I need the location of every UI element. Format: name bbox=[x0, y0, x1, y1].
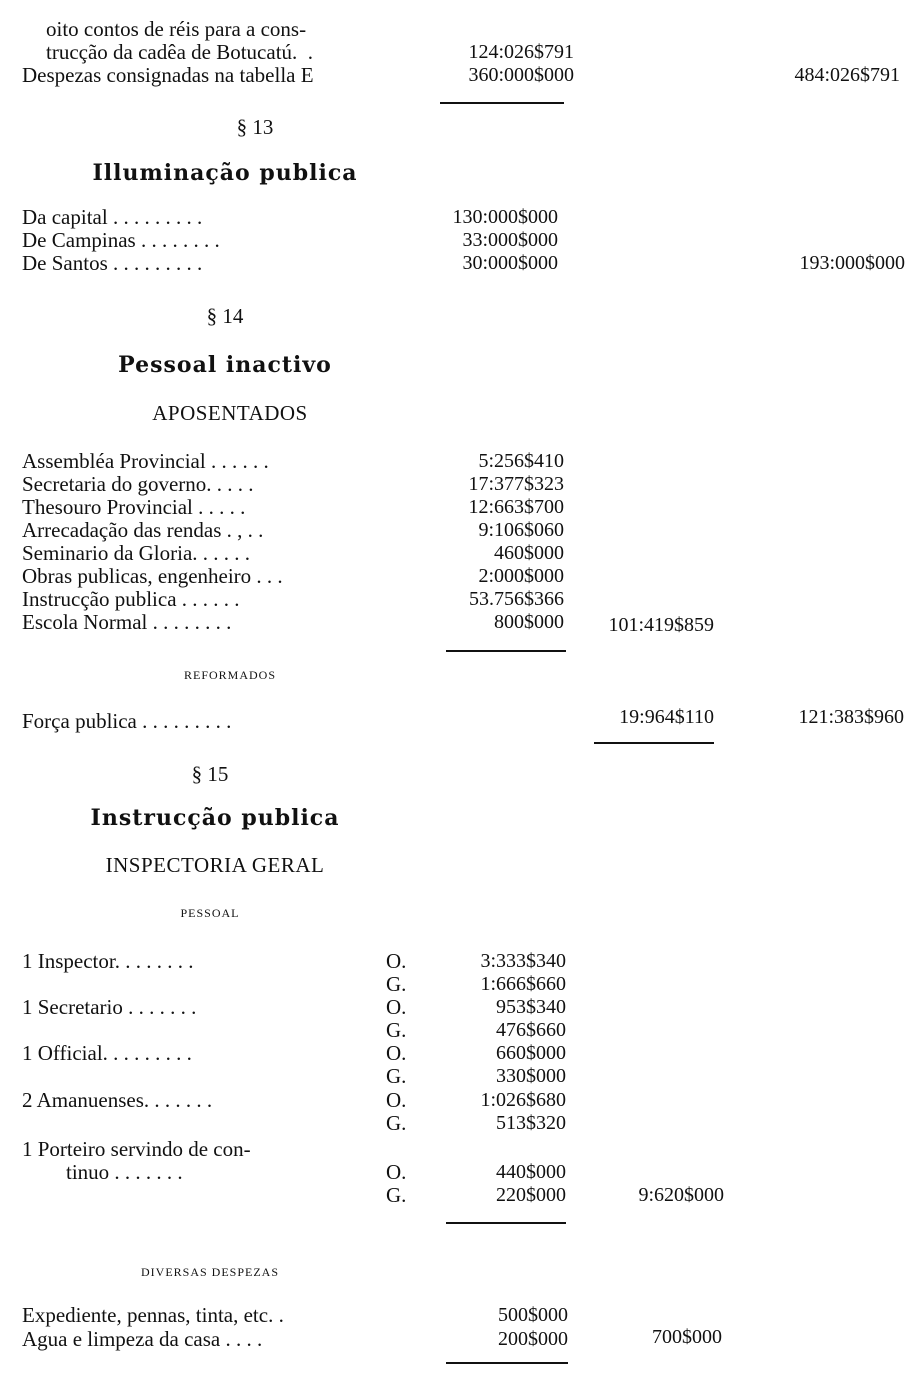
staff-label-inspector: 1 Inspector. . . . . . . . bbox=[22, 949, 194, 973]
aposentado-amount-3: 9:106$060 bbox=[478, 519, 564, 541]
staff-code: G. bbox=[386, 1064, 407, 1088]
rule-aposentados bbox=[446, 650, 566, 652]
staff-amount: 220$000 bbox=[496, 1184, 566, 1206]
staff-code: G. bbox=[386, 1111, 407, 1135]
staff-code: O. bbox=[386, 1041, 407, 1065]
rule-reformados bbox=[594, 742, 714, 744]
row-amount-santos: 30:000$000 bbox=[462, 252, 558, 274]
rule-diversas bbox=[446, 1362, 568, 1364]
aposentado-amount-4: 460$000 bbox=[494, 542, 564, 564]
section-15: § 15 bbox=[191, 762, 229, 786]
continued-text-line-3: Despezas consignadas na tabella E bbox=[22, 63, 314, 87]
staff-label-official: 1 Official. . . . . . . . . bbox=[22, 1041, 192, 1065]
staff-code: G. bbox=[386, 1183, 407, 1207]
label-pessoal: PESSOAL bbox=[180, 906, 240, 920]
aposentado-label-6: Instrucção publica . . . . . . bbox=[22, 587, 240, 611]
diversas-amount-0: 500$000 bbox=[498, 1304, 568, 1326]
staff-amount: 1:666$660 bbox=[480, 973, 566, 995]
staff-code: G. bbox=[386, 972, 407, 996]
staff-code: G. bbox=[386, 1018, 407, 1042]
row-label-campinas: De Campinas . . . . . . . . bbox=[22, 228, 220, 252]
amount-tabella-e: 360:000$000 bbox=[468, 64, 574, 86]
row-amount-capital: 130:000$000 bbox=[452, 206, 558, 228]
section-13: § 13 bbox=[236, 115, 274, 139]
label-diversas-despezas: DIVERSAS DESPEZAS bbox=[140, 1265, 280, 1279]
aposentado-label-0: Assembléa Provincial . . . . . . bbox=[22, 449, 269, 473]
staff-label-amanuenses: 2 Amanuenses. . . . . . . bbox=[22, 1088, 213, 1112]
staff-amount: 330$000 bbox=[496, 1065, 566, 1087]
total-pessoal: 9:620$000 bbox=[638, 1184, 724, 1206]
aposentado-amount-6: 53.756$366 bbox=[469, 588, 564, 610]
heading-pessoal-inactivo: Pessoal inactivo bbox=[118, 352, 332, 378]
staff-label-secretario: 1 Secretario . . . . . . . bbox=[22, 995, 197, 1019]
aposentado-label-2: Thesouro Provincial . . . . . bbox=[22, 495, 246, 519]
staff-amount: 953$340 bbox=[496, 996, 566, 1018]
total-diversas: 700$000 bbox=[652, 1326, 722, 1348]
aposentado-amount-7: 800$000 bbox=[494, 611, 564, 633]
subheading-inspectoria: INSPECTORIA GERAL bbox=[105, 853, 325, 877]
label-reformados: REFORMADOS bbox=[183, 668, 277, 682]
aposentado-label-5: Obras publicas, engenheiro . . . bbox=[22, 564, 283, 588]
diversas-label-1: Agua e limpeza da casa . . . . bbox=[22, 1327, 263, 1351]
aposentado-label-1: Secretaria do governo. . . . . bbox=[22, 472, 254, 496]
aposentado-amount-5: 2:000$000 bbox=[478, 565, 564, 587]
forca-publica-amount: 19:964$110 bbox=[619, 706, 714, 728]
subtotal-aposentados: 101:419$859 bbox=[608, 614, 714, 636]
aposentado-label-7: Escola Normal . . . . . . . . bbox=[22, 610, 232, 634]
row-amount-campinas: 33:000$000 bbox=[462, 229, 558, 251]
amount-botucatu: 124:026$791 bbox=[468, 41, 574, 63]
staff-label-porteiro-1: 1 Porteiro servindo de con- bbox=[22, 1137, 251, 1161]
aposentado-amount-2: 12:663$700 bbox=[468, 496, 564, 518]
diversas-amount-1: 200$000 bbox=[498, 1328, 568, 1350]
rule-top bbox=[440, 102, 564, 104]
staff-amount: 513$320 bbox=[496, 1112, 566, 1134]
staff-code: O. bbox=[386, 995, 407, 1019]
aposentado-amount-0: 5:256$410 bbox=[478, 450, 564, 472]
continued-text-line-2: trucção da cadêa de Botucatú. . bbox=[46, 40, 314, 64]
row-label-santos: De Santos . . . . . . . . . bbox=[22, 251, 203, 275]
staff-amount: 1:026$680 bbox=[480, 1089, 566, 1111]
forca-publica-label: Força publica . . . . . . . . . bbox=[22, 709, 232, 733]
aposentado-label-4: Seminario da Gloria. . . . . . bbox=[22, 541, 251, 565]
staff-label-porteiro-2: tinuo . . . . . . . bbox=[66, 1160, 183, 1184]
section-14: § 14 bbox=[206, 304, 244, 328]
row-label-capital: Da capital . . . . . . . . . bbox=[22, 205, 203, 229]
total-s13: 193:000$000 bbox=[799, 252, 905, 274]
continued-text-line-1: oito contos de réis para a cons- bbox=[46, 17, 307, 41]
subheading-aposentados: APOSENTADOS bbox=[152, 401, 308, 425]
rule-pessoal bbox=[446, 1222, 566, 1224]
staff-amount: 660$000 bbox=[496, 1042, 566, 1064]
staff-code: O. bbox=[386, 949, 407, 973]
diversas-label-0: Expediente, pennas, tinta, etc. . bbox=[22, 1303, 284, 1327]
staff-code: O. bbox=[386, 1088, 407, 1112]
staff-amount: 440$000 bbox=[496, 1161, 566, 1183]
total-s14: 121:383$960 bbox=[798, 706, 904, 728]
staff-amount: 476$660 bbox=[496, 1019, 566, 1041]
total-top: 484:026$791 bbox=[794, 64, 900, 86]
heading-illuminacao: Illuminação publica bbox=[92, 160, 358, 186]
heading-instruccao: Instrucção publica bbox=[90, 805, 340, 831]
aposentado-label-3: Arrecadação das rendas . , . . bbox=[22, 518, 264, 542]
aposentado-amount-1: 17:377$323 bbox=[468, 473, 564, 495]
staff-amount: 3:333$340 bbox=[480, 950, 566, 972]
staff-code: O. bbox=[386, 1160, 407, 1184]
